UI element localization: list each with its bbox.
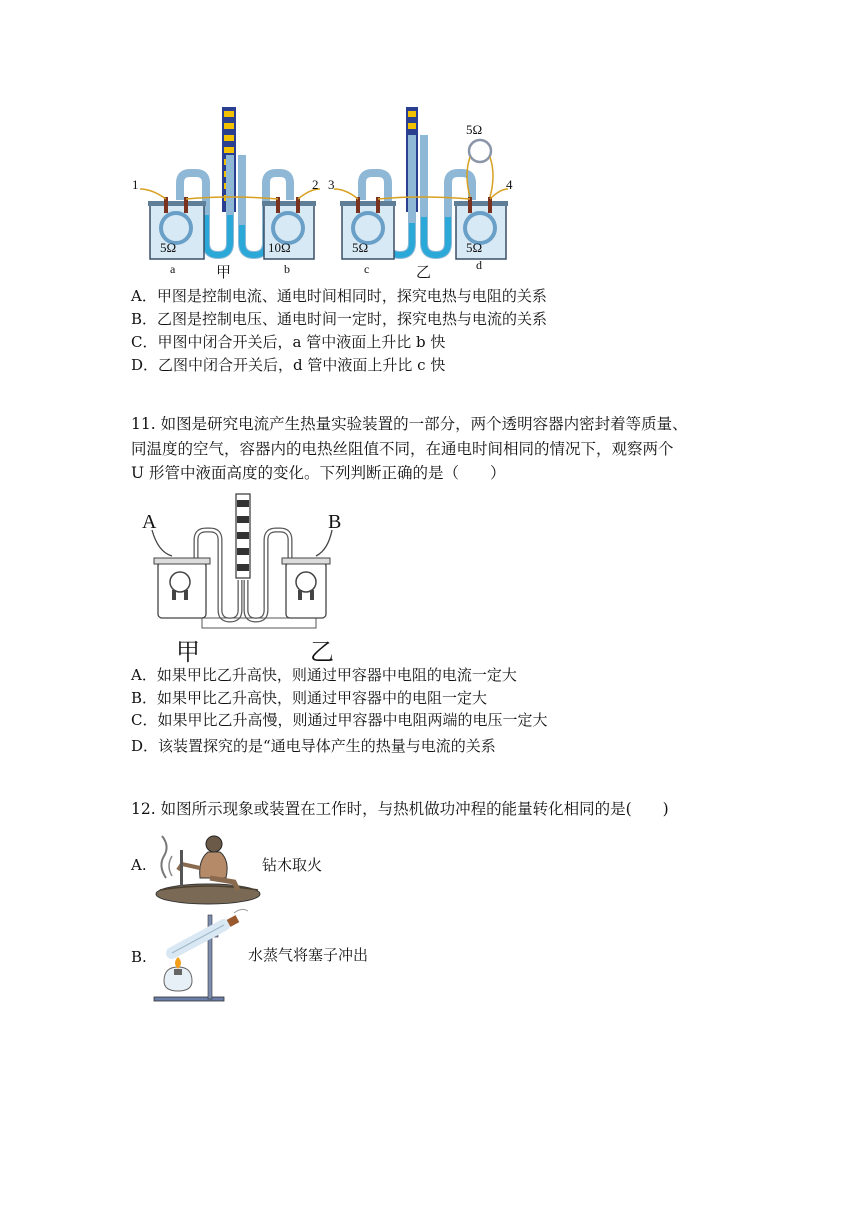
q10-terminal-3: 3 <box>328 177 335 192</box>
q10-option-c: C．甲图中闭合开关后，a 管中液面上升比 b 快 <box>131 333 446 351</box>
q12-option-b-letter: B. <box>131 948 147 966</box>
q10-option-a: A．甲图是控制电流、通电时间相同时，探究电热与电阻的关系 <box>131 287 547 305</box>
q12-option-b-text: 水蒸气将塞子冲出 <box>248 946 369 964</box>
q10-caption-right: 乙 <box>416 265 432 280</box>
q11-caption-left: 甲 <box>176 640 200 665</box>
q11-option-a: A．如果甲比乙升高快，则通过甲容器中电阻的电流一定大 <box>131 666 517 684</box>
q10-figure <box>130 105 520 280</box>
q11-label-B: B <box>328 511 342 533</box>
q10-option-b: B．乙图是控制电压、通电时间一定时，探究电热与电流的关系 <box>131 310 548 328</box>
q11-option-c: C．如果甲比乙升高慢，则通过甲容器中电阻两端的电压一定大 <box>131 711 548 729</box>
q11-label-A: A <box>142 511 157 533</box>
q11-option-d: D．该装置探究的是“通电导体产生的热量与电流的关系 <box>131 737 496 755</box>
q11-stem-line3: U 形管中液面高度的变化。下列判断正确的是（ ） <box>131 464 506 482</box>
q12-steam-stopper-apparatus-picture <box>150 905 250 1003</box>
q10-label-d: d <box>476 258 482 272</box>
q12-drilling-wood-picture <box>150 830 262 910</box>
q10-terminal-2: 2 <box>312 177 319 192</box>
q10-res-d: 5Ω <box>466 240 483 255</box>
q10-left-apparatus <box>140 107 320 259</box>
q10-terminal-4: 4 <box>506 177 513 192</box>
q11-caption-right: 乙 <box>310 640 334 665</box>
q11-stem-line2: 同温度的空气，容器内的电热丝阻值不同，在通电时间相同的情况下，观察两个 <box>131 440 674 458</box>
q10-res-b: 10Ω <box>268 240 291 255</box>
q10-res-a: 5Ω <box>160 240 177 255</box>
q12-stem: 12. 如图所示现象或装置在工作时，与热机做功冲程的能量转化相同的是( ) <box>131 800 669 818</box>
q10-label-a: a <box>170 262 176 276</box>
q10-terminal-1: 1 <box>132 177 139 192</box>
q10-label-c: c <box>364 262 370 276</box>
q10-res-c: 5Ω <box>352 240 369 255</box>
q12-option-a-text: 钻木取火 <box>262 856 323 874</box>
q10-option-d: D．乙图中闭合开关后，d 管中液面上升比 c 快 <box>131 356 446 374</box>
q10-caption-left: 甲 <box>216 265 232 280</box>
q10-res-top: 5Ω <box>466 122 483 137</box>
q11-option-b: B．如果甲比乙升高快，则通过甲容器中的电阻一定大 <box>131 689 488 707</box>
q11-stem-line1: 11. 如图是研究电流产生热量实验装置的一部分，两个透明容器内密封着等质量、 <box>131 415 688 433</box>
q12-option-a-letter: A. <box>131 856 147 874</box>
q10-label-b: b <box>284 262 290 276</box>
q11-figure <box>140 490 360 665</box>
